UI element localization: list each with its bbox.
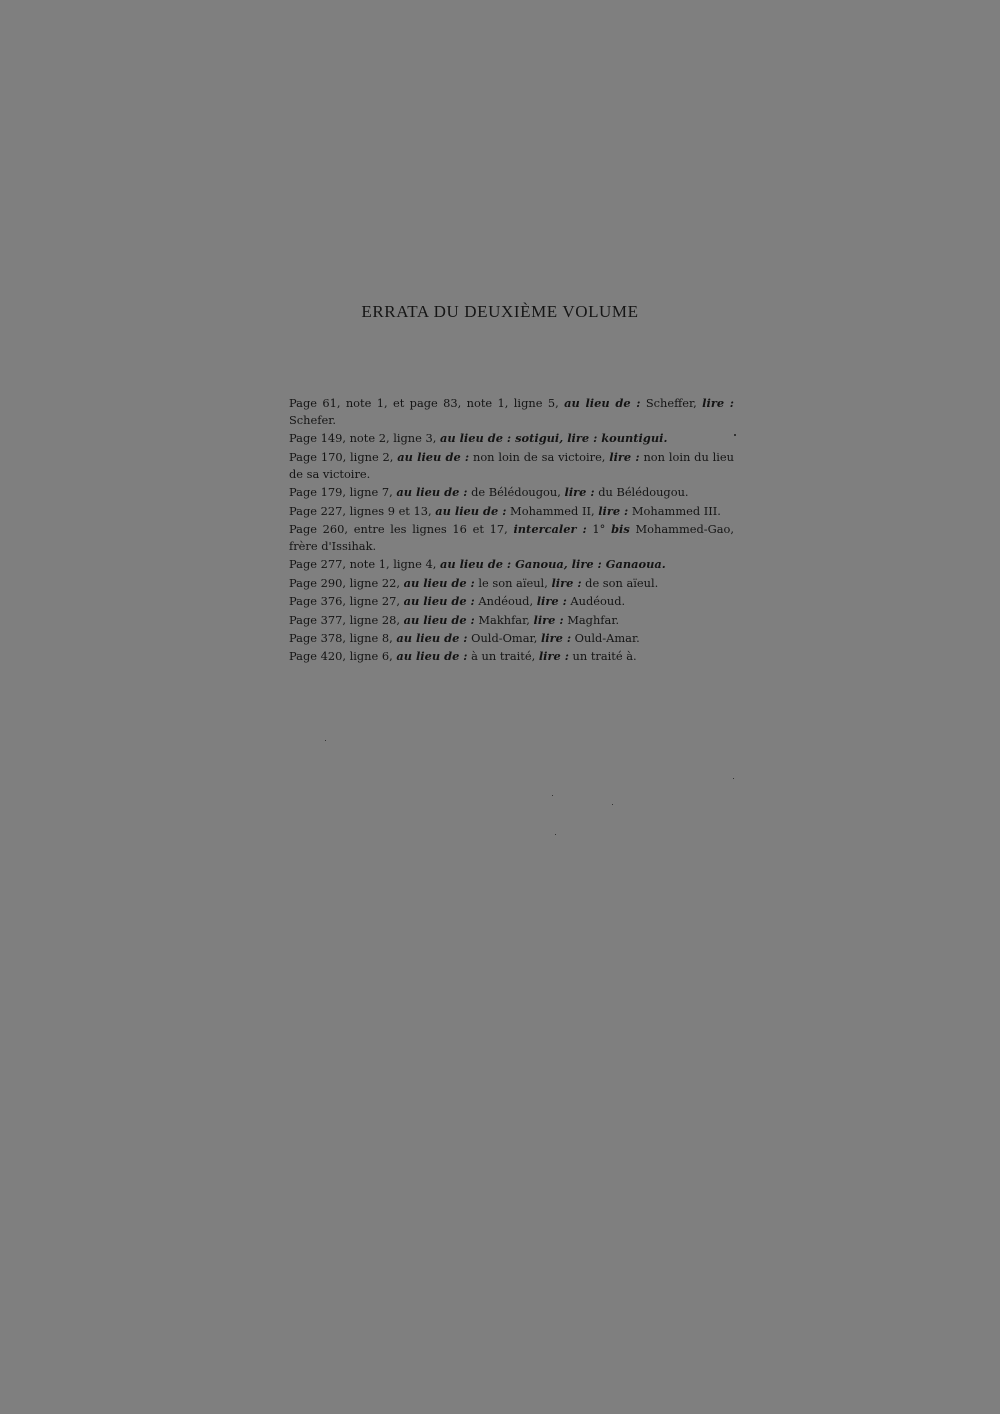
errata-entry: Page 290, ligne 22, au lieu de : le son aïeul, lire : de son aïeul. xyxy=(289,575,659,590)
errata-entry: Page 377, ligne 28, au lieu de : Makhfar, lire : Maghfar. xyxy=(289,612,620,627)
errata-list xyxy=(289,395,734,667)
errata-entry: Page 61, note 1, et page 83, note 1, ligne 5, au lieu de : Scheffer, lire : Schefer. xyxy=(289,396,735,427)
errata-entry: Page 378, ligne 8, au lieu de : Ould-Omar, lire : Ould-Amar. xyxy=(289,630,640,645)
errata-entry: Page 277, note 1, ligne 4, au lieu de : Ganoua, lire : Ganaoua. xyxy=(289,557,666,572)
scan-speck xyxy=(734,434,736,436)
scan-speck xyxy=(555,834,556,835)
errata-entry: Page 170, ligne 2, au lieu de : non loin de sa victoire, lire : non loin du lieu de sa victoire. xyxy=(289,449,735,481)
errata-entry: Page 179, ligne 7, au lieu de : de Bélédougou, lire : du Bélédougou. xyxy=(289,485,689,500)
errata-entry: Page 420, ligne 6, au lieu de : à un traité, lire : un traité à. xyxy=(289,649,637,664)
scan-speck xyxy=(733,778,734,779)
page-title: ERRATA DU DEUXIÈME VOLUME xyxy=(361,302,639,321)
errata-entry: Page 149, note 2, ligne 3, au lieu de : sotigui, lire : kountigui. xyxy=(289,431,668,446)
errata-entry: Page 376, ligne 27, au lieu de : Andéoud, lire : Audéoud. xyxy=(289,594,626,609)
scan-speck xyxy=(612,804,613,805)
errata-entry: Page 227, lignes 9 et 13, au lieu de : Mohammed II, lire : Mohammed III. xyxy=(289,503,721,518)
scan-speck xyxy=(552,795,553,796)
errata-entry: Page 260, entre les lignes 16 et 17, intercaler : 1° bis Mohammed-Gao, frère d'Issihak. xyxy=(289,521,734,553)
scan-speck xyxy=(325,740,326,741)
